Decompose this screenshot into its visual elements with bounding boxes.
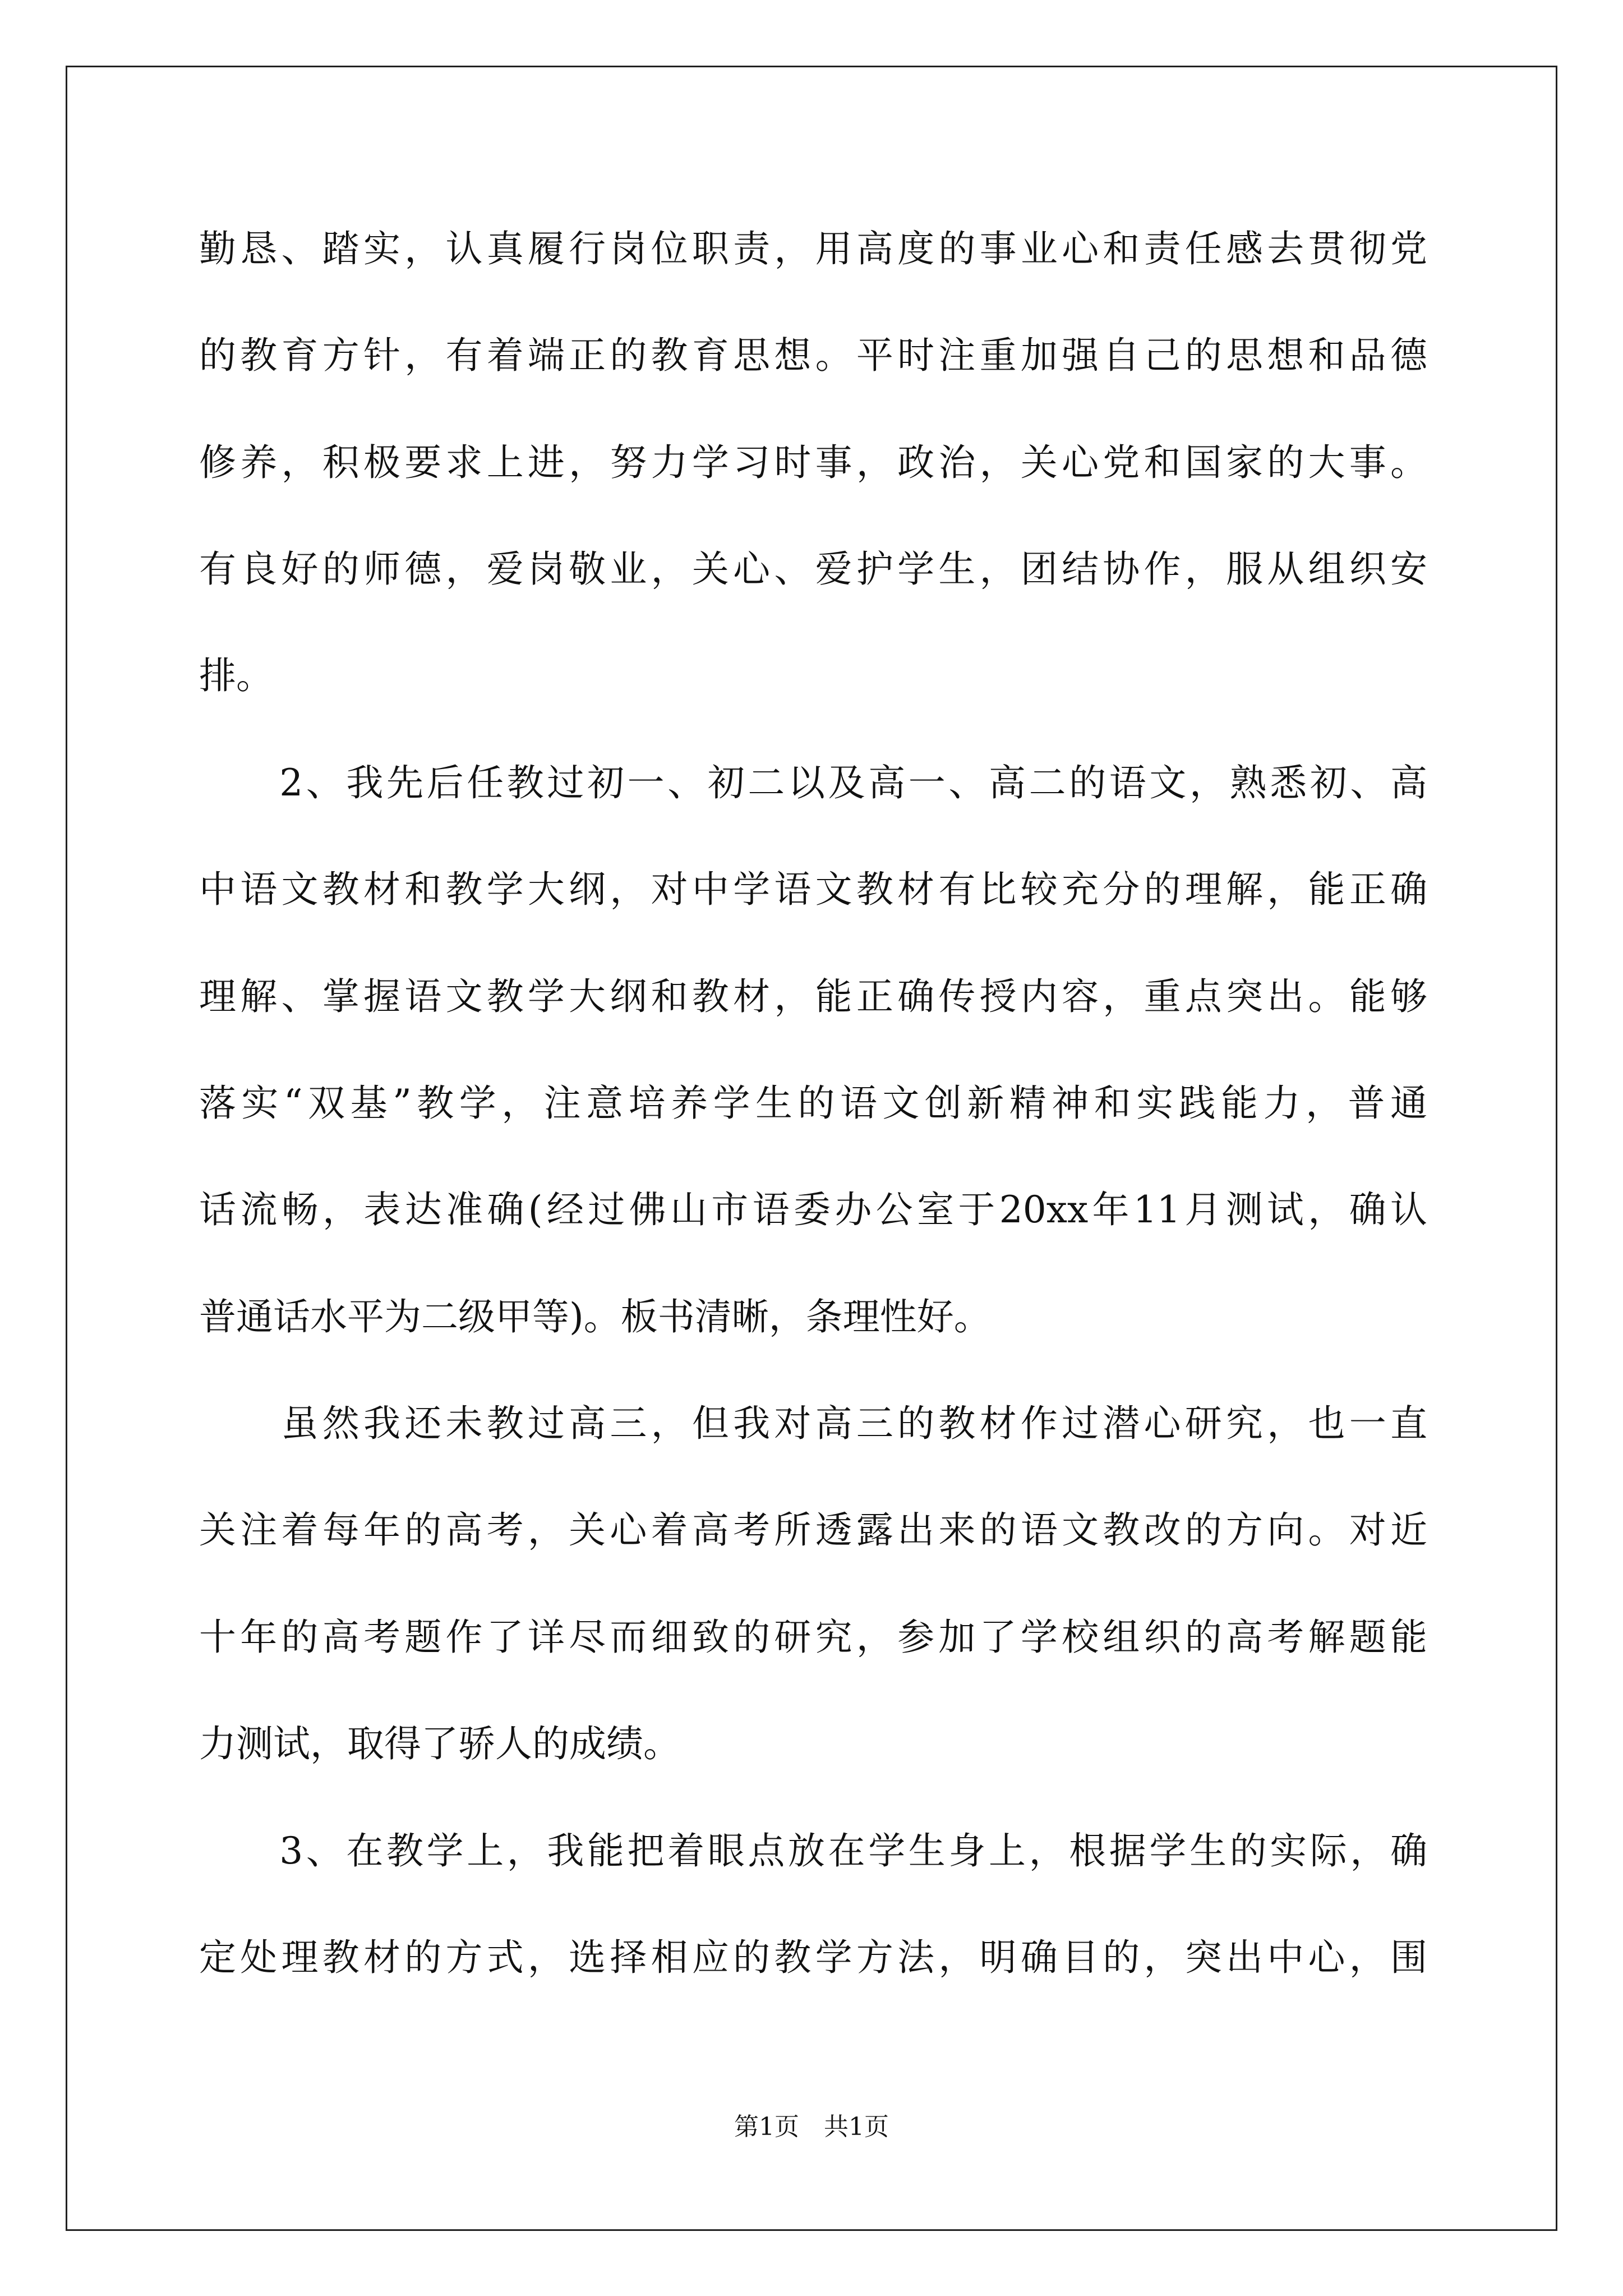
- text-line: 中语文教材和教学大纲，对中学语文教材有比较充分的理解，能正确: [199, 868, 1427, 911]
- text-line: 十年的高考题作了详尽而细致的研究，参加了学校组织的高考解题能: [199, 1616, 1427, 1659]
- text-line: 理解、掌握语文教学大纲和教材，能正确传授内容，重点突出。能够: [199, 975, 1427, 1018]
- text-line: 3、在教学上，我能把着眼点放在学生身上，根据学生的实际，确: [199, 1829, 1427, 1872]
- text-line: 的教育方针，有着端正的教育思想。平时注重加强自己的思想和品德: [199, 334, 1427, 377]
- text-line: 定处理教材的方式，选择相应的教学方法，明确目的，突出中心，围: [199, 1936, 1427, 1979]
- text-line: 关注着每年的高考，关心着高考所透露出来的语文教改的方向。对近: [199, 1508, 1427, 1552]
- text-line: 排。: [199, 654, 273, 697]
- text-line: 落实“双基”教学，注意培养学生的语文创新精神和实践能力，普通: [199, 1082, 1427, 1125]
- text-line: 有良好的师德，爱岗敬业，关心、爱护学生，团结协作，服从组织安: [199, 547, 1427, 591]
- text-line: 话流畅，表达准确(经过佛山市语委办公室于20xx年11月测试，确认: [199, 1188, 1427, 1231]
- text-line: 虽然我还未教过高三，但我对高三的教材作过潜心研究，也一直: [199, 1402, 1427, 1445]
- page-footer: 第1页 共1页: [734, 2113, 889, 2141]
- text-line: 普通话水平为二级甲等)。板书清晰，条理性好。: [199, 1295, 991, 1338]
- text-line: 勤恳、踏实，认真履行岗位职责，用高度的事业心和责任感去贯彻党: [199, 227, 1427, 270]
- text-line: 2、我先后任教过初一、初二以及高一、高二的语文，熟悉初、高: [199, 761, 1427, 804]
- text-line: 修养，积极要求上进，努力学习时事，政治，关心党和国家的大事。: [199, 441, 1427, 484]
- text-line: 力测试，取得了骄人的成绩。: [199, 1722, 680, 1765]
- page-border: [66, 66, 1557, 2231]
